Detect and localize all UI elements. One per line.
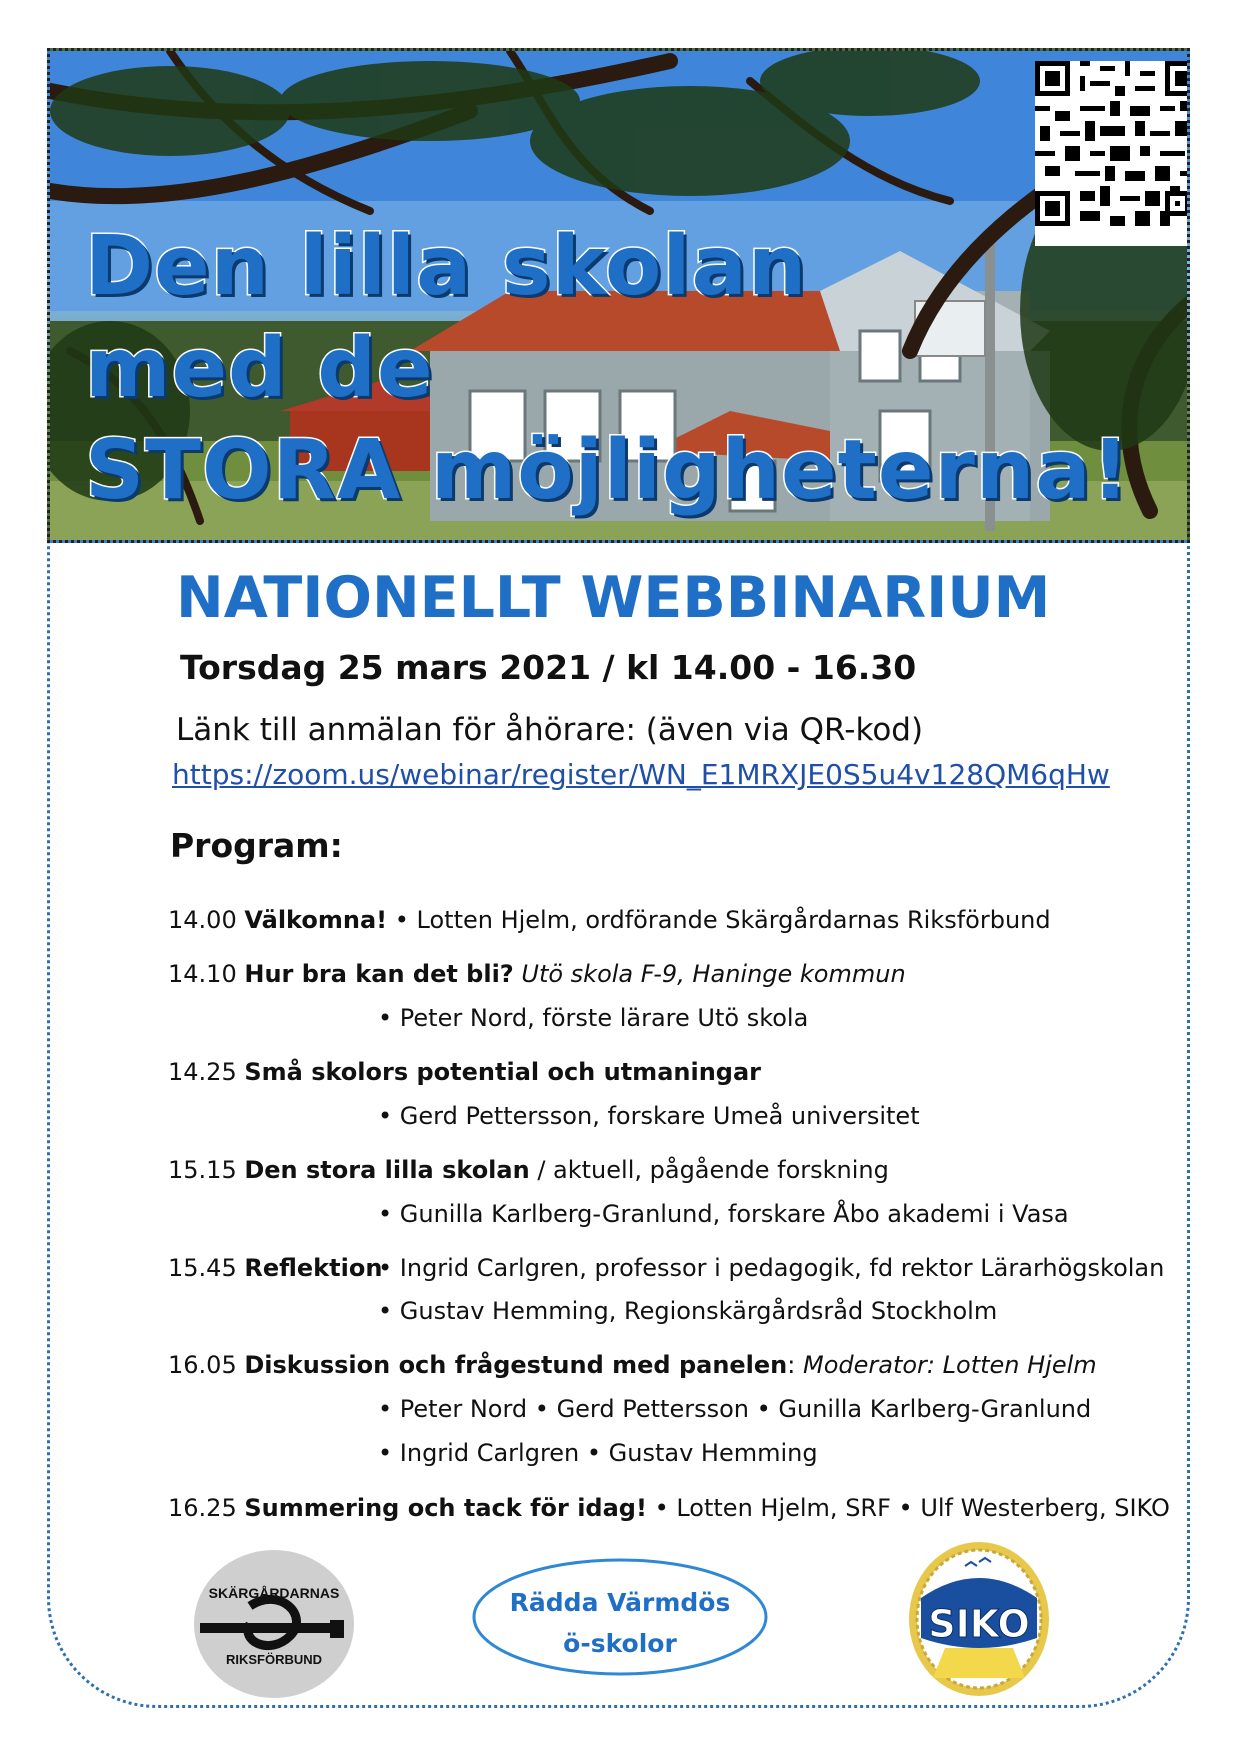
siko-logo xyxy=(905,1538,1053,1700)
program-speaker: • Lotten Hjelm, ordförande Skärgårdarnas Riksförbund xyxy=(394,906,1051,934)
program-item-title: Reflektion xyxy=(244,1254,383,1282)
radda-logo-line-2: ö-skolor xyxy=(563,1629,677,1658)
srf-logo xyxy=(190,1546,358,1702)
radda-logo-line-1: Rädda Värmdös xyxy=(509,1588,731,1617)
program-item-title: Den stora lilla skolan xyxy=(244,1156,530,1184)
registration-link[interactable]: https://zoom.us/webinar/register/WN_E1MRXJE0S5u4v128QM6qHw xyxy=(172,758,1110,791)
program-speaker: • Ingrid Carlgren • Gustav Hemming xyxy=(378,1439,818,1467)
event-date: Torsdag 25 mars 2021 / kl 14.00 - 16.30 xyxy=(180,648,917,687)
program-item-3 xyxy=(168,1058,761,1086)
knot-icon xyxy=(190,1546,358,1702)
radda-varmdo-logo xyxy=(470,1556,770,1678)
program-item-7 xyxy=(168,1494,1170,1522)
program-time: 14.25 xyxy=(168,1058,237,1086)
program-item-5 xyxy=(168,1254,382,1282)
program-speaker: • Gustav Hemming, Regionskärgårdsråd Stockholm xyxy=(378,1297,998,1325)
hero-title-line-2: med de xyxy=(85,321,434,416)
program-item-title: Diskussion och frågestund med panelen xyxy=(244,1351,788,1379)
srf-logo-bottom-text: RIKSFÖRBUND xyxy=(225,1652,323,1667)
program-item-subtitle: Utö skola F-9, Haninge kommun xyxy=(521,960,906,988)
program-time: 15.15 xyxy=(168,1156,237,1184)
program-time: 16.25 xyxy=(168,1494,237,1522)
program-item-note: / aktuell, pågående forskning xyxy=(537,1156,889,1184)
siko-logo-text: SIKO xyxy=(928,1602,1030,1646)
program-time: 16.05 xyxy=(168,1351,237,1379)
program-time: 14.10 xyxy=(168,960,237,988)
program-time: 15.45 xyxy=(168,1254,237,1282)
hero-title-line-1: Den lilla skolan xyxy=(85,219,808,314)
program-item-title: Summering och tack för idag! xyxy=(244,1494,647,1522)
registration-label: Länk till anmälan för åhörare: (även via QR-kod) xyxy=(176,712,924,748)
program-title: Program: xyxy=(170,826,343,865)
program-speaker: • Ingrid Carlgren, professor i pedagogik, fd rektor Lärarhögskolan xyxy=(378,1254,1165,1282)
qr-code-icon xyxy=(1035,61,1190,226)
program-item-2 xyxy=(168,960,906,988)
program-item-4 xyxy=(168,1156,889,1184)
program-item-title: Välkomna! xyxy=(244,906,388,934)
program-item-subtitle: Moderator: Lotten Hjelm xyxy=(803,1351,1097,1379)
program-speaker: • Gerd Pettersson, forskare Umeå universitet xyxy=(378,1102,920,1130)
program-item-title: Små skolors potential och utmaningar xyxy=(244,1058,761,1086)
program-item-6 xyxy=(168,1351,1097,1379)
siko-rope-badge xyxy=(905,1538,1053,1700)
hero-title-line-3: STORA möjligheterna! xyxy=(85,423,1130,518)
hero-photo xyxy=(47,48,1190,543)
hero-title xyxy=(85,216,1130,522)
radda-varmdo-oval xyxy=(470,1556,770,1678)
program-item-title: Hur bra kan det bli? xyxy=(244,960,514,988)
qr-code[interactable] xyxy=(1035,61,1190,246)
program-time: 14.00 xyxy=(168,906,237,934)
program-item-1 xyxy=(168,906,1051,934)
srf-logo-top-text: SKÄRGÅRDARNAS xyxy=(208,1585,340,1601)
program-speaker: • Lotten Hjelm, SRF • Ulf Westerberg, SIKO xyxy=(654,1494,1170,1522)
program-speaker: • Gunilla Karlberg-Granlund, forskare Åbo akademi i Vasa xyxy=(378,1200,1069,1228)
program-item-separator: : xyxy=(787,1351,796,1379)
webinar-headline: NATIONELLT WEBBINARIUM xyxy=(176,565,1051,631)
program-speaker: • Peter Nord, förste lärare Utö skola xyxy=(378,1004,809,1032)
program-speaker: • Peter Nord • Gerd Pettersson • Gunilla Karlberg-Granlund xyxy=(378,1395,1092,1423)
